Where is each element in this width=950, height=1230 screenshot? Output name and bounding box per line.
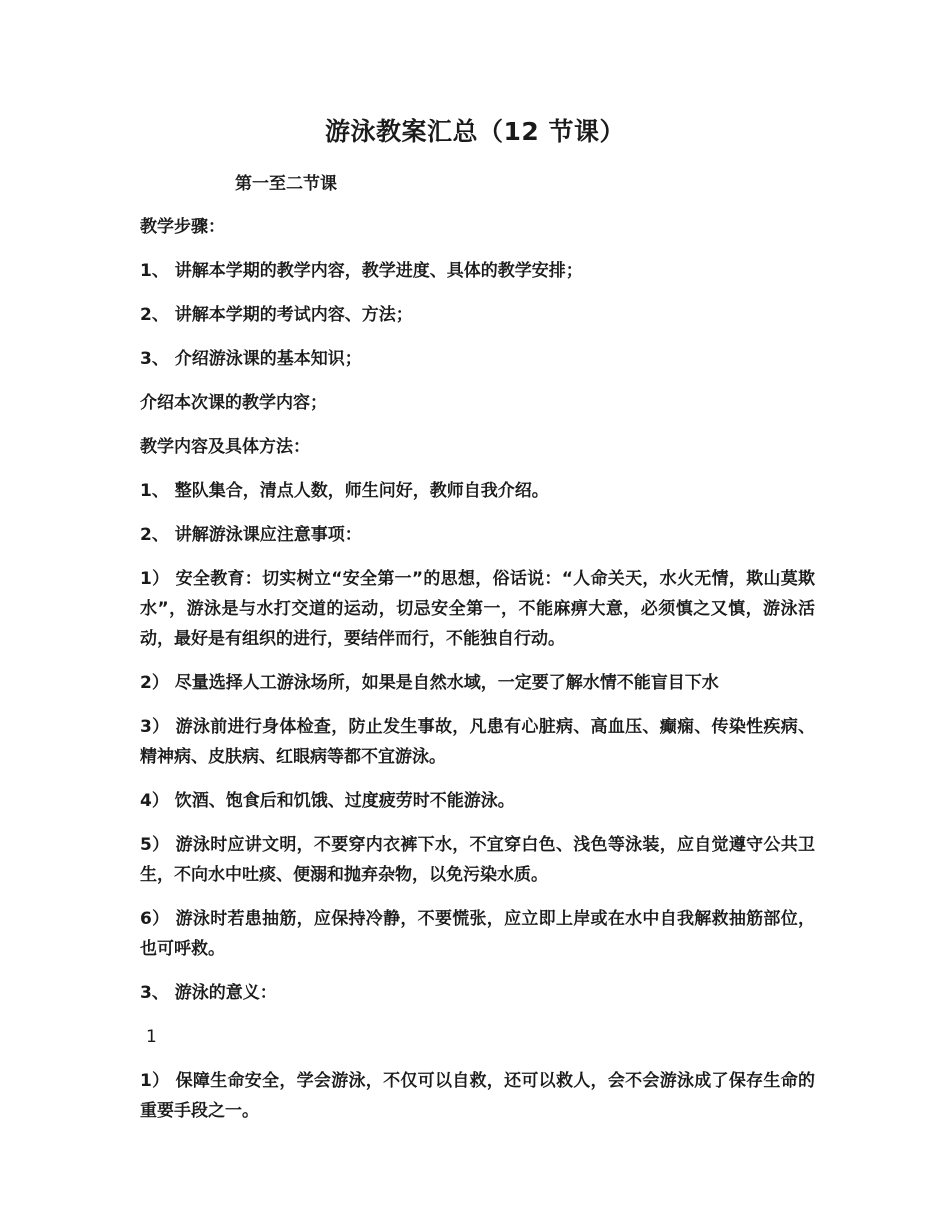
lesson-subtitle: 第一至二节课 — [235, 174, 337, 194]
paragraph: 3） 游泳前进行身体检查，防止发生事故，凡患有心脏病、高血压、癫痫、传染性疾病、精神病、皮肤病、红眼病等都不宜游泳。 — [140, 717, 815, 767]
paragraph: 2、 讲解本学期的考试内容、方法； — [140, 305, 413, 325]
paragraph: 3、 游泳的意义： — [140, 983, 277, 1003]
paragraph: 教学内容及具体方法： — [140, 437, 310, 457]
paragraph: 2） 尽量选择人工游泳场所，如果是自然水域，一定要了解水情不能盲目下水 — [140, 673, 719, 693]
paragraph: 教学步骤： — [140, 217, 225, 237]
document-title: 游泳教案汇总（12 节课） — [325, 117, 625, 146]
paragraph: 1） 保障生命安全，学会游泳，不仅可以自救，还可以救人，会不会游泳成了保存生命的重要手段之一。 — [140, 1071, 815, 1121]
paragraph: 介绍本次课的教学内容； — [140, 393, 327, 413]
paragraph: 3、 介绍游泳课的基本知识； — [140, 349, 362, 369]
paragraph: 1、 讲解本学期的教学内容，教学进度、具体的教学安排； — [140, 261, 583, 281]
document-body — [140, 212, 815, 1140]
paragraph: 4） 饮酒、饱食后和饥饿、过度疲劳时不能游泳。 — [140, 791, 515, 811]
paragraph: 2、 讲解游泳课应注意事项： — [140, 525, 362, 545]
page-number: 1 — [146, 1027, 157, 1047]
paragraph: 1、 整队集合，清点人数，师生问好，教师自我介绍。 — [140, 481, 549, 501]
paragraph: 1） 安全教育：切实树立“安全第一”的思想，俗话说：“人命关天，水火无情，欺山莫欺水”，游泳是与水打交道的运动，切忌安全第一，不能麻痹大意，必须慎之又慎，游泳活动，最好是有组织的进行，要结伴而行，不能独自行动。 — [140, 569, 815, 649]
paragraph: 5） 游泳时应讲文明，不要穿内衣裤下水，不宜穿白色、浅色等泳装，应自觉遵守公共卫生，不向水中吐痰、便溺和抛弃杂物，以免污染水质。 — [140, 835, 815, 885]
paragraph: 6） 游泳时若患抽筋，应保持冷静，不要慌张，应立即上岸或在水中自我解救抽筋部位，也可呼救。 — [140, 909, 815, 959]
